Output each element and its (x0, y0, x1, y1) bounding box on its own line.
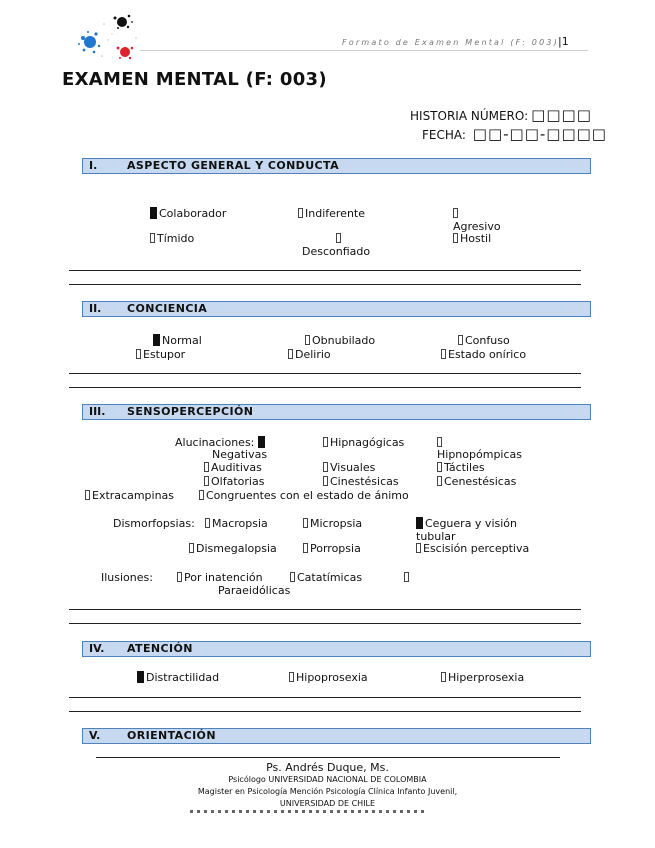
historia-label: HISTORIA NÚMERO: (410, 109, 529, 123)
option-normal[interactable]: Normal (153, 334, 202, 347)
option-visuales[interactable]: Visuales (323, 461, 375, 474)
checkbox-icon[interactable] (290, 572, 295, 582)
red-splash-icon (117, 47, 134, 60)
option-congruentes[interactable]: Congruentes con el estado de ánimo (199, 489, 409, 502)
option-ceguera-line2: tubular (416, 530, 456, 543)
checkbox-icon[interactable] (150, 233, 155, 243)
option-negativas: Negativas (212, 448, 268, 461)
paint-splash-logo (74, 10, 142, 66)
option-estado-onirico[interactable]: Estado onírico (441, 348, 526, 361)
footer-divider (96, 757, 560, 758)
footer-credential-2: Magister en Psicología Mención Psicología Clínica Infanto Juvenil, (197, 787, 458, 796)
checkbox-icon[interactable] (85, 490, 90, 500)
checkbox-checked-icon[interactable] (153, 334, 160, 346)
checkbox-icon[interactable] (303, 518, 308, 528)
answer-line (69, 623, 581, 624)
option-auditivas[interactable]: Auditivas (204, 461, 262, 474)
option-porropsia[interactable]: Porropsia (303, 542, 361, 555)
answer-line (69, 387, 581, 388)
option-distractilidad[interactable]: Distractilidad (137, 671, 219, 684)
checkbox-checked-icon[interactable] (416, 517, 423, 529)
page-number: |1 (558, 35, 569, 48)
dismorfopsias-label: Dismorfopsias: (113, 517, 195, 530)
fecha-value[interactable]: □□-□□-□□□□ (472, 125, 607, 143)
option-tactiles[interactable]: Táctiles (437, 461, 485, 474)
ilusiones-label: Ilusiones: (101, 571, 153, 584)
checkbox-icon[interactable] (336, 233, 341, 243)
blue-splash-icon (78, 31, 100, 53)
checkbox-icon[interactable] (323, 476, 328, 486)
option-estupor[interactable]: Estupor (136, 348, 185, 361)
answer-line (69, 270, 581, 271)
checkbox-icon[interactable] (305, 335, 310, 345)
checkbox-icon[interactable] (189, 543, 194, 553)
checkbox-icon[interactable] (204, 476, 209, 486)
checkbox-icon[interactable] (458, 335, 463, 345)
alucinaciones-label: Alucinaciones: (175, 436, 267, 449)
historia-value[interactable]: □□□□ (531, 106, 592, 124)
option-por-inatencion[interactable]: Por inatención (177, 571, 263, 584)
option-macropsia[interactable]: Macropsia (205, 517, 268, 530)
historia-numero-field[interactable] (410, 106, 592, 124)
checkbox-icon[interactable] (199, 490, 204, 500)
header-divider (140, 50, 588, 51)
checkbox-icon[interactable] (441, 349, 446, 359)
option-catatimicas[interactable]: Catatímicas (290, 571, 362, 584)
section-header-conciencia: II. CONCIENCIA (82, 301, 591, 317)
checkbox-icon[interactable] (416, 543, 421, 553)
option-desconfiado: Desconfiado (302, 245, 371, 258)
checkbox-icon[interactable] (453, 208, 458, 218)
answer-line (69, 697, 581, 698)
footer-credential-1: Psicólogo UNIVERSIDAD NACIONAL DE COLOMBIA (228, 775, 427, 784)
option-hipoprosexia[interactable]: Hipoprosexia (289, 671, 368, 684)
checkbox-icon[interactable] (437, 437, 442, 447)
checkbox-checked-icon[interactable] (137, 671, 144, 683)
option-agresivo-checkbox[interactable] (453, 207, 460, 220)
checkbox-icon[interactable] (437, 476, 442, 486)
option-hiperprosexia[interactable]: Hiperprosexia (441, 671, 524, 684)
option-ceguera-vision-tubular[interactable]: Ceguera y visión (416, 517, 517, 530)
answer-line (69, 373, 581, 374)
option-obnubilado[interactable]: Obnubilado (305, 334, 375, 347)
option-paraeidolicas-checkbox[interactable] (404, 571, 411, 584)
checkbox-checked-icon[interactable] (150, 207, 157, 219)
option-hipnagogicas[interactable]: Hipnagógicas (323, 436, 404, 449)
black-splash-icon (114, 15, 133, 29)
checkbox-icon[interactable] (298, 208, 303, 218)
option-desconfiado-checkbox[interactable] (336, 232, 343, 245)
option-indiferente[interactable]: Indiferente (298, 207, 365, 220)
option-timido[interactable]: Tímido (150, 232, 194, 245)
option-escision-perceptiva[interactable]: Escisión perceptiva (416, 542, 529, 555)
checkbox-icon[interactable] (136, 349, 141, 359)
option-cenestesicas[interactable]: Cenestésicas (437, 475, 516, 488)
answer-line (69, 711, 581, 712)
option-paraeidolicas: Paraeidólicas (218, 584, 291, 597)
option-micropsia[interactable]: Micropsia (303, 517, 362, 530)
checkbox-checked-icon[interactable] (258, 436, 265, 448)
checkbox-icon[interactable] (323, 462, 328, 472)
section-header-aspecto-general: I. ASPECTO GENERAL Y CONDUCTA (82, 158, 591, 174)
checkbox-icon[interactable] (323, 437, 328, 447)
section-header-orientacion: V. ORIENTACIÓN (82, 728, 591, 744)
checkbox-icon[interactable] (288, 349, 293, 359)
option-delirio[interactable]: Delirio (288, 348, 331, 361)
answer-line (69, 284, 581, 285)
footer-name: Ps. Andrés Duque, Ms. (266, 761, 389, 774)
option-hipnopompicas: Hipnopómpicas (437, 448, 522, 461)
option-colaborador[interactable]: Colaborador (150, 207, 226, 220)
checkbox-icon[interactable] (177, 572, 182, 582)
option-cinestesicas[interactable]: Cinestésicas (323, 475, 399, 488)
checkbox-icon[interactable] (404, 572, 409, 582)
running-header: Formato de Examen Mental (F: 003) (342, 38, 559, 47)
option-confuso[interactable]: Confuso (458, 334, 510, 347)
checkbox-icon[interactable] (437, 462, 442, 472)
fecha-label: FECHA: (422, 128, 466, 142)
option-hostil[interactable]: Hostil (453, 232, 491, 245)
section-header-sensopercepcion: III. SENSOPERCEPCIÓN (82, 404, 591, 420)
option-olfatorias[interactable]: Olfatorias (204, 475, 264, 488)
option-dismegalopsia[interactable]: Dismegalopsia (189, 542, 277, 555)
checkbox-icon[interactable] (441, 672, 446, 682)
option-extracampinas[interactable]: Extracampinas (85, 489, 174, 502)
answer-line (69, 609, 581, 610)
option-agresivo: Agresivo (453, 220, 501, 233)
document-title: EXAMEN MENTAL (F: 003) (62, 69, 327, 90)
footer-cutoff-text (190, 810, 426, 813)
checkbox-icon[interactable] (303, 543, 308, 553)
checkbox-icon[interactable] (204, 462, 209, 472)
footer-credential-3: UNIVERSIDAD DE CHILE (279, 799, 376, 808)
section-header-atencion: IV. ATENCIÓN (82, 641, 591, 657)
fecha-field[interactable] (422, 125, 607, 143)
checkbox-icon[interactable] (205, 518, 210, 528)
checkbox-icon[interactable] (289, 672, 294, 682)
checkbox-icon[interactable] (453, 233, 458, 243)
